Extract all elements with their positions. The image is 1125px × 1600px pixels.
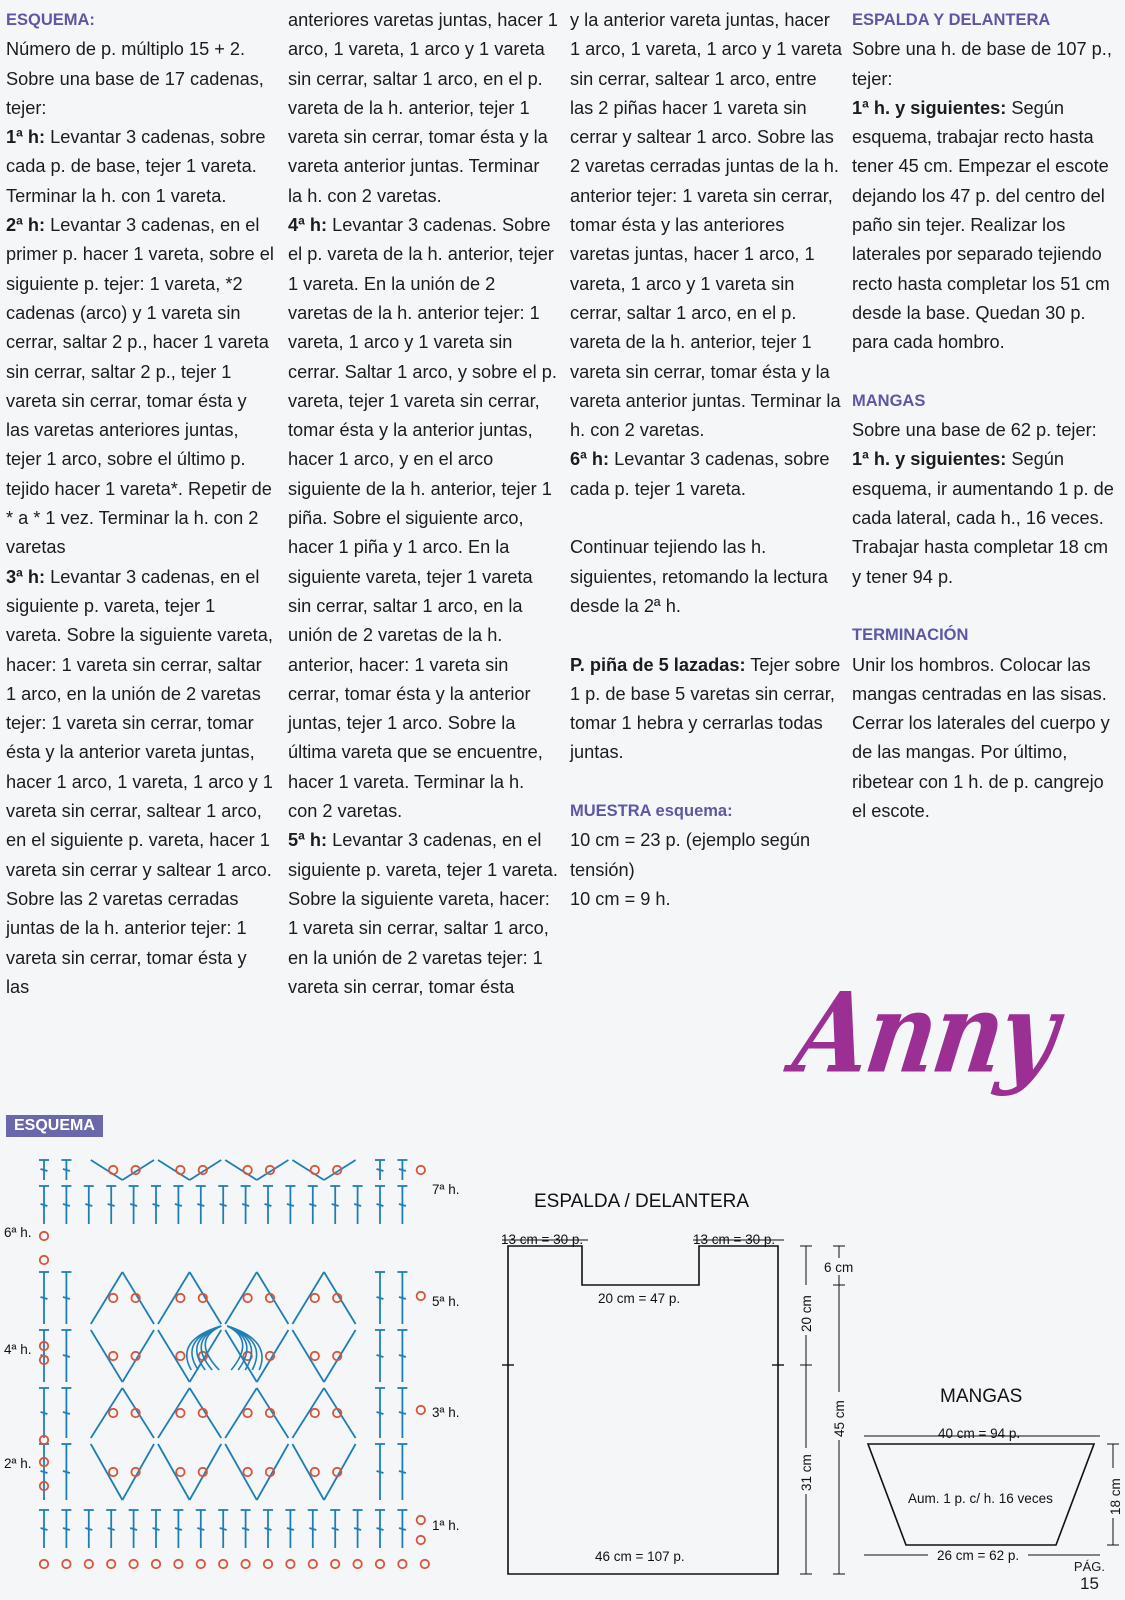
paragraph-text: Levantar 3 cadenas, en el siguiente p. vareta, tejer 1 vareta. Sobre la siguiente vareta, hacer: 1 vareta sin cerrar, saltar 1 arco, en la unión de 2 varetas tejer: 1 vareta sin cerrar, tomar ésta <box>288 830 558 997</box>
cluster-stitch-symbol <box>257 1272 289 1324</box>
double-crochet-symbol <box>399 1412 406 1414</box>
double-crochet-symbol <box>41 1204 48 1206</box>
double-crochet-symbol <box>63 1412 70 1414</box>
chain-symbol <box>311 1468 319 1476</box>
section-heading: TERMINACIÓN <box>852 626 969 645</box>
chain-symbol <box>40 1560 48 1568</box>
chain-symbol <box>311 1294 319 1302</box>
row-marker: 4ª h: <box>288 215 328 236</box>
double-crochet-symbol <box>153 1528 160 1530</box>
row-label-7: 7ª h. <box>432 1182 460 1197</box>
double-crochet-symbol <box>377 1169 384 1171</box>
cluster-stitch-symbol <box>122 1272 154 1324</box>
double-crochet-symbol <box>41 1412 48 1414</box>
chain-symbol <box>241 1560 249 1568</box>
sleeve-increase-note: Aum. 1 p. c/ h. 16 veces <box>908 1491 1053 1506</box>
left-shoulder-label: 13 cm = 30 p. <box>501 1232 584 1247</box>
body-schematic-title: ESPALDA / DELANTERA <box>534 1191 750 1212</box>
double-crochet-symbol <box>63 1528 70 1530</box>
chain-symbol <box>417 1406 425 1414</box>
right-shoulder-label: 13 cm = 30 p. <box>693 1232 776 1247</box>
double-crochet-symbol <box>85 1528 92 1530</box>
double-crochet-symbol <box>108 1528 115 1530</box>
double-crochet-symbol <box>377 1412 384 1414</box>
row-marker: 2ª h: <box>6 215 46 236</box>
cluster-stitch-symbol <box>257 1388 289 1438</box>
chain-symbol <box>243 1166 251 1174</box>
cluster-stitch-symbol <box>324 1388 356 1438</box>
double-crochet-symbol <box>153 1204 160 1206</box>
chain-symbol <box>109 1468 117 1476</box>
chain-symbol <box>243 1409 251 1417</box>
paragraph-text: 10 cm = 9 h. <box>570 888 671 909</box>
row-label-4: 4ª h. <box>4 1342 32 1357</box>
cluster-stitch-symbol <box>122 1330 154 1382</box>
chain-symbol <box>197 1560 205 1568</box>
body-schematic <box>501 1191 860 1574</box>
row-label-1: 1ª h. <box>432 1518 460 1533</box>
row-marker: 1ª h: <box>6 127 46 148</box>
page-number-label: PÁG. <box>1073 1559 1105 1574</box>
cluster-stitch-symbol <box>190 1160 222 1180</box>
sleeve-height-label: 18 cm <box>1108 1478 1123 1515</box>
chain-symbol <box>417 1536 425 1544</box>
paragraph-text: Levantar 3 cadenas, sobre cada p. tejer 1 vareta. <box>570 449 830 499</box>
paragraph-text: Levantar 3 cadenas, en el siguiente p. vareta, tejer 1 vareta. Sobre la siguiente vareta, hacer: 1 vareta sin cerrar, saltar 1 arco, en la unión de 2 varetas tejer: 1 vareta sin cerrar, tomar ésta y la anterior vareta juntas, hacer 1 arco, 1 vareta, 1 arco y 1 vareta sin cerrar, saltear 1 arco, en el siguiente p. vareta, hacer 1 vareta sin cerrar y saltear 1 arco. Sobre las 2 varetas cerradas juntas de la h. anterior tejer: 1 vareta sin cerrar, tomar ésta y las <box>6 566 273 997</box>
paragraph-text: Según esquema, ir aumentando 1 p. de cada lateral, cada h., 16 veces. Trabajar hasta completar 18 cm y tener 94 p. <box>852 449 1114 587</box>
cluster-stitch-symbol <box>122 1388 154 1438</box>
chain-symbol <box>176 1352 184 1360</box>
page-number <box>1074 1558 1105 1592</box>
section-heading: MANGAS <box>852 391 926 410</box>
chain-symbol <box>376 1560 384 1568</box>
chain-symbol <box>129 1560 137 1568</box>
neck-depth-label: 6 cm <box>824 1260 854 1275</box>
chain-symbol <box>107 1560 115 1568</box>
chart-section-label: ESQUEMA <box>6 1115 103 1137</box>
chain-symbol <box>311 1166 319 1174</box>
chain-symbol <box>417 1292 425 1300</box>
chain-symbol <box>176 1468 184 1476</box>
row-label-3: 3ª h. <box>432 1405 460 1420</box>
double-crochet-symbol <box>377 1355 384 1357</box>
chain-symbol <box>421 1560 429 1568</box>
chain-symbol <box>109 1166 117 1174</box>
anny-logo: Anny <box>786 968 1063 1098</box>
double-crochet-symbol <box>130 1204 137 1206</box>
section-heading: ESPALDA Y DELANTERA <box>852 11 1051 29</box>
double-crochet-symbol <box>41 1169 48 1171</box>
chain-symbol <box>353 1560 361 1568</box>
cluster-stitch-symbol <box>324 1272 356 1324</box>
page-number-value: 15 <box>1080 1574 1099 1593</box>
double-crochet-symbol <box>309 1204 316 1206</box>
cluster-stitch-symbol <box>122 1444 154 1500</box>
chain-symbol <box>311 1352 319 1360</box>
chain-symbol <box>176 1294 184 1302</box>
paragraph-text: Tejer sobre 1 p. de base 5 varetas sin cerrar, tomar 1 hebra y cerrarlas todas juntas. <box>570 654 841 763</box>
paragraph-text: Número de p. múltiplo 15 + 2. Sobre una base de 17 cadenas, tejer: <box>6 39 264 118</box>
double-crochet-symbol <box>399 1355 406 1357</box>
chain-symbol <box>40 1256 48 1264</box>
double-crochet-symbol <box>175 1204 182 1206</box>
double-crochet-symbol <box>287 1204 294 1206</box>
double-crochet-symbol <box>63 1169 70 1171</box>
double-crochet-symbol <box>242 1204 249 1206</box>
chain-symbol <box>109 1352 117 1360</box>
paragraph-text: Levantar 3 cadenas. Sobre el p. vareta de la h. anterior, tejer 1 vareta. En la unión de 2 varetas de la h. anterior tejer: 1 vareta, 1 arco y 1 vareta sin cerrar. Saltar 1 arco, y sobre el p. vareta, tejer 1 vareta sin cerrar, tomar ésta y la anterior juntas, hacer 1 arco, y en el arco siguiente de la h. anterior, tejer 1 piña. Sobre el siguiente arco, hacer 1 piña y 1 arco. En la siguiente vareta, tejer 1 vareta sin cerrar, saltar 1 arco, en la unión de 2 varetas de la h. anterior, hacer: 1 vareta sin cerrar, tomar ésta y la anterior juntas, tejer 1 arco. Sobre la última vareta que se encuentre, hacer 1 vareta. Terminar la h. con 2 varetas. <box>288 215 557 822</box>
double-crochet-symbol <box>108 1204 115 1206</box>
double-crochet-symbol <box>197 1528 204 1530</box>
chain-symbol <box>152 1560 160 1568</box>
cluster-stitch-symbol <box>190 1330 222 1382</box>
double-crochet-symbol <box>85 1204 92 1206</box>
row-label-2: 2ª h. <box>4 1456 32 1471</box>
double-crochet-symbol <box>63 1204 70 1206</box>
double-crochet-symbol <box>309 1528 316 1530</box>
double-crochet-symbol <box>332 1528 339 1530</box>
paragraph-text: Sobre una h. de base de 107 p., tejer: <box>852 39 1112 89</box>
lower-height-label: 31 cm <box>799 1454 814 1491</box>
double-crochet-symbol <box>265 1204 272 1206</box>
chain-symbol <box>311 1409 319 1417</box>
double-crochet-symbol <box>332 1204 339 1206</box>
total-height-label: 45 cm <box>832 1400 847 1437</box>
double-crochet-symbol <box>354 1528 361 1530</box>
paragraph-text: y la anterior vareta juntas, hacer 1 arco, 1 vareta, 1 arco y 1 vareta sin cerrar, saltear 1 arco, entre las 2 piñas hacer 1 vareta sin cerrar y saltear 1 arco. Sobre las 2 varetas cerradas juntas de la h. anterior tejer: 1 vareta sin cerrar, tomar ésta y las anteriores varetas juntas, hacer 1 arco, 1 vareta, 1 arco y 1 vareta sin cerrar, saltar 1 arco, en el p. vareta de la h. anterior, tejer 1 vareta sin cerrar, tomar ésta y la vareta anterior juntas. Terminar la h. con 2 varetas. <box>570 10 842 441</box>
stitch-chart <box>39 1160 429 1568</box>
double-crochet-symbol <box>377 1297 384 1299</box>
double-crochet-symbol <box>220 1204 227 1206</box>
cluster-stitch-symbol <box>257 1160 289 1180</box>
chain-symbol <box>286 1560 294 1568</box>
double-crochet-symbol <box>41 1471 48 1473</box>
row-label-5: 5ª h. <box>432 1294 460 1309</box>
chain-symbol <box>264 1560 272 1568</box>
cluster-stitch-symbol <box>190 1272 222 1324</box>
chain-symbol <box>398 1560 406 1568</box>
cluster-stitch-symbol <box>324 1160 356 1180</box>
double-crochet-symbol <box>377 1528 384 1530</box>
double-crochet-symbol <box>399 1471 406 1473</box>
double-crochet-symbol <box>63 1471 70 1473</box>
double-crochet-symbol <box>41 1528 48 1530</box>
double-crochet-symbol <box>63 1355 70 1357</box>
chain-symbol <box>417 1516 425 1524</box>
row-marker: 1ª h. y siguientes: <box>852 97 1007 118</box>
double-crochet-symbol <box>220 1528 227 1530</box>
chain-symbol <box>309 1560 317 1568</box>
cluster-stitch-symbol <box>190 1444 222 1500</box>
chain-symbol <box>417 1166 425 1174</box>
chain-symbol <box>176 1166 184 1174</box>
section-heading: ESQUEMA: <box>6 11 95 29</box>
double-crochet-symbol <box>399 1297 406 1299</box>
double-crochet-symbol <box>354 1204 361 1206</box>
row-marker: P. piña de 5 lazadas: <box>570 654 746 675</box>
double-crochet-symbol <box>399 1528 406 1530</box>
paragraph-text: Continuar tejiendo las h. siguientes, retomando la lectura desde la 2ª h. <box>570 537 828 616</box>
sleeve-schematic <box>864 1386 1123 1563</box>
paragraph-text: Levantar 3 cadenas, en el primer p. hacer 1 vareta, sobre el siguiente p. tejer: 1 vareta, *2 cadenas (arco) y 1 vareta sin cerrar, saltar 2 p., hacer 1 vareta sin cerrar, saltar 2 p., tejer 1 vareta sin cerrar, tomar ésta y las varetas anteriores juntas, tejer 1 arco, sobre el último p. tejido hacer 1 vareta*. Repetir de * a * 1 vez. Terminar la h. con 2 varetas <box>6 215 274 558</box>
sleeve-top-label: 40 cm = 94 p. <box>938 1426 1021 1441</box>
double-crochet-symbol <box>287 1528 294 1530</box>
double-crochet-symbol <box>41 1297 48 1299</box>
base-width-label: 46 cm = 107 p. <box>595 1549 685 1564</box>
cluster-stitch-symbol <box>122 1160 154 1180</box>
paragraph-text: anteriores varetas juntas, hacer 1 arco, 1 vareta, 1 arco y 1 vareta sin cerrar, saltar 1 arco, en el p. vareta de la h. anterior, tejer 1 vareta sin cerrar, tomar ésta y la vareta anterior juntas. Terminar la h. con 2 varetas. <box>288 10 558 206</box>
double-crochet-symbol <box>377 1204 384 1206</box>
chain-symbol <box>85 1560 93 1568</box>
cluster-stitch-symbol <box>324 1330 356 1382</box>
row-marker: 5ª h: <box>288 830 328 851</box>
chain-symbol <box>176 1409 184 1417</box>
cluster-stitch-symbol <box>190 1388 222 1438</box>
neck-width-label: 20 cm = 47 p. <box>598 1291 681 1306</box>
double-crochet-symbol <box>63 1297 70 1299</box>
row-label-6: 6ª h. <box>4 1225 32 1240</box>
chain-symbol <box>109 1294 117 1302</box>
double-crochet-symbol <box>377 1471 384 1473</box>
paragraph-text: Unir los hombros. Colocar las mangas centradas en las sisas. Cerrar los laterales del cuerpo y de las mangas. Por último, ribetear con 1 h. de p. cangrejo el escote. <box>852 654 1110 822</box>
chain-symbol <box>331 1560 339 1568</box>
sleeve-schematic-title: MANGAS <box>940 1386 1023 1407</box>
paragraph-text: 10 cm = 23 p. (ejemplo según tensión) <box>570 830 811 880</box>
paragraph-text: Según esquema, trabajar recto hasta tener 45 cm. Empezar el escote dejando los 47 p. del centro del paño sin tejer. Realizar los laterales por separado tejiendo recto hasta completar los 51 cm desde la base. Quedan 30 p. para cada hombro. <box>852 97 1110 353</box>
double-crochet-symbol <box>265 1528 272 1530</box>
row-marker: 3ª h: <box>6 566 46 587</box>
double-crochet-symbol <box>130 1528 137 1530</box>
chain-symbol <box>219 1560 227 1568</box>
paragraph-text: Sobre una base de 62 p. tejer: <box>852 420 1097 441</box>
double-crochet-symbol <box>197 1204 204 1206</box>
double-crochet-symbol <box>242 1528 249 1530</box>
chain-symbol <box>243 1468 251 1476</box>
upper-height-label: 20 cm <box>799 1295 814 1332</box>
paragraph-text: Levantar 3 cadenas, sobre cada p. de base, tejer 1 vareta. Terminar la h. con 1 vareta. <box>6 127 266 206</box>
cluster-stitch-symbol <box>324 1444 356 1500</box>
chain-symbol <box>243 1294 251 1302</box>
row-marker: 6ª h: <box>570 449 610 470</box>
section-heading: MUESTRA esquema: <box>570 802 733 821</box>
row-marker: 1ª h. y siguientes: <box>852 449 1007 470</box>
cluster-stitch-symbol <box>257 1444 289 1500</box>
double-crochet-symbol <box>399 1169 406 1171</box>
sleeve-bottom-label: 26 cm = 62 p. <box>937 1548 1020 1563</box>
double-crochet-symbol <box>175 1528 182 1530</box>
chain-symbol <box>62 1560 70 1568</box>
chain-symbol <box>109 1409 117 1417</box>
double-crochet-symbol <box>399 1204 406 1206</box>
chain-symbol <box>40 1232 48 1240</box>
chain-symbol <box>174 1560 182 1568</box>
